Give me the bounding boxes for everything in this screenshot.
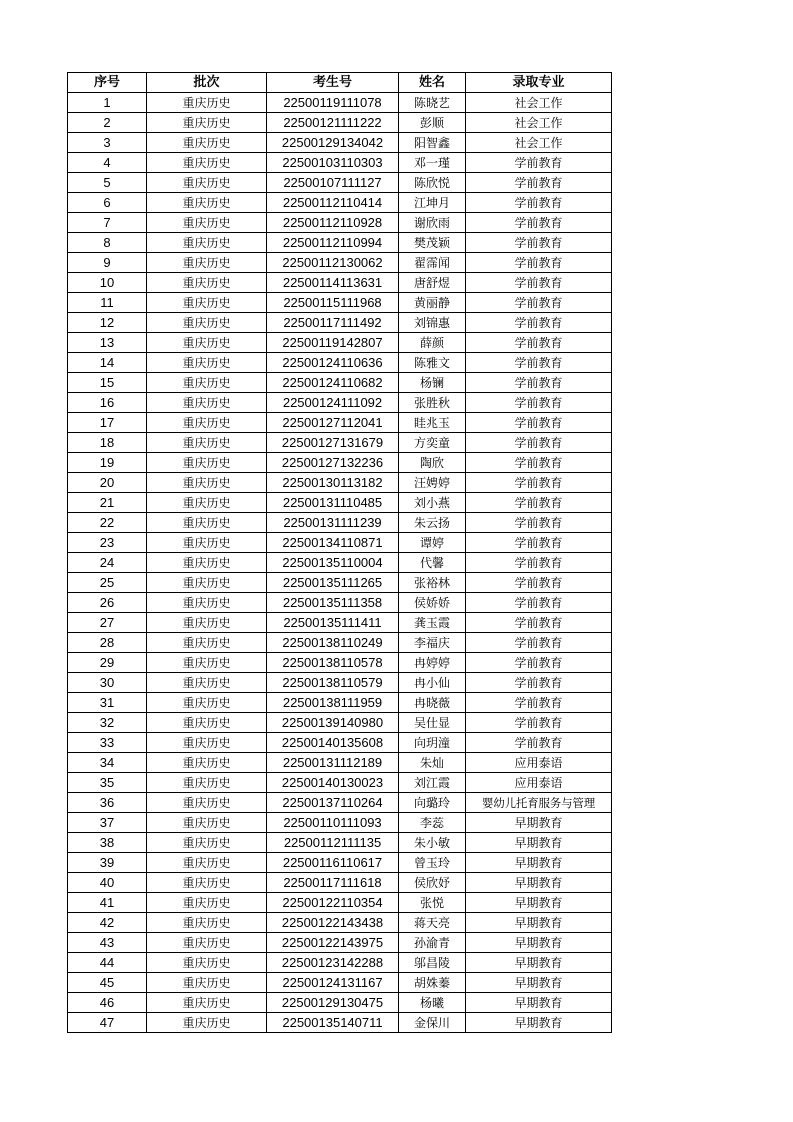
header-serial: 序号 — [68, 73, 147, 93]
batch-cell: 重庆历史 — [147, 213, 267, 233]
table-body — [68, 93, 612, 1033]
name-cell: 冉婷婷 — [399, 653, 466, 673]
serial-cell: 20 — [68, 473, 147, 493]
exam-number-cell: 22500117111492 — [267, 313, 399, 333]
batch-cell: 重庆历史 — [147, 873, 267, 893]
table-row — [68, 973, 612, 993]
exam-number-cell: 22500124111092 — [267, 393, 399, 413]
batch-cell: 重庆历史 — [147, 373, 267, 393]
serial-cell: 25 — [68, 573, 147, 593]
batch-cell: 重庆历史 — [147, 553, 267, 573]
major-cell: 早期教育 — [466, 873, 612, 893]
exam-number-cell: 22500138110579 — [267, 673, 399, 693]
batch-cell: 重庆历史 — [147, 853, 267, 873]
batch-cell: 重庆历史 — [147, 493, 267, 513]
exam-number-cell: 22500135111411 — [267, 613, 399, 633]
name-cell: 刘小燕 — [399, 493, 466, 513]
serial-cell: 9 — [68, 253, 147, 273]
table-row — [68, 1013, 612, 1033]
batch-cell: 重庆历史 — [147, 613, 267, 633]
major-cell: 学前教育 — [466, 633, 612, 653]
name-cell: 冉晓薇 — [399, 693, 466, 713]
table-row — [68, 113, 612, 133]
name-cell: 蒋天亮 — [399, 913, 466, 933]
exam-number-cell: 22500123142288 — [267, 953, 399, 973]
exam-number-cell: 22500110111093 — [267, 813, 399, 833]
name-cell: 谭婷 — [399, 533, 466, 553]
name-cell: 陶欣 — [399, 453, 466, 473]
batch-cell: 重庆历史 — [147, 893, 267, 913]
exam-number-cell: 22500114113631 — [267, 273, 399, 293]
exam-number-cell: 22500134110871 — [267, 533, 399, 553]
exam-number-cell: 22500107111127 — [267, 173, 399, 193]
batch-cell: 重庆历史 — [147, 413, 267, 433]
table-row — [68, 673, 612, 693]
batch-cell: 重庆历史 — [147, 153, 267, 173]
exam-number-cell: 22500122143438 — [267, 913, 399, 933]
exam-number-cell: 22500119142807 — [267, 333, 399, 353]
name-cell: 彭顺 — [399, 113, 466, 133]
batch-cell: 重庆历史 — [147, 793, 267, 813]
table-row — [68, 733, 612, 753]
batch-cell: 重庆历史 — [147, 513, 267, 533]
major-cell: 早期教育 — [466, 973, 612, 993]
table-row — [68, 453, 612, 473]
name-cell: 刘江霞 — [399, 773, 466, 793]
name-cell: 薛颜 — [399, 333, 466, 353]
table-row — [68, 173, 612, 193]
table-row — [68, 853, 612, 873]
serial-cell: 22 — [68, 513, 147, 533]
serial-cell: 43 — [68, 933, 147, 953]
name-cell: 刘锦惠 — [399, 313, 466, 333]
major-cell: 学前教育 — [466, 713, 612, 733]
batch-cell: 重庆历史 — [147, 673, 267, 693]
exam-number-cell: 22500131112189 — [267, 753, 399, 773]
major-cell: 学前教育 — [466, 213, 612, 233]
major-cell: 早期教育 — [466, 953, 612, 973]
table-row — [68, 633, 612, 653]
serial-cell: 21 — [68, 493, 147, 513]
major-cell: 学前教育 — [466, 733, 612, 753]
name-cell: 代馨 — [399, 553, 466, 573]
major-cell: 学前教育 — [466, 173, 612, 193]
serial-cell: 19 — [68, 453, 147, 473]
name-cell: 方奕童 — [399, 433, 466, 453]
table-row — [68, 533, 612, 553]
table-row — [68, 573, 612, 593]
batch-cell: 重庆历史 — [147, 653, 267, 673]
table-row — [68, 233, 612, 253]
serial-cell: 8 — [68, 233, 147, 253]
major-cell: 早期教育 — [466, 933, 612, 953]
batch-cell: 重庆历史 — [147, 273, 267, 293]
exam-number-cell: 22500138110249 — [267, 633, 399, 653]
major-cell: 早期教育 — [466, 813, 612, 833]
major-cell: 早期教育 — [466, 853, 612, 873]
serial-cell: 47 — [68, 1013, 147, 1033]
major-cell: 早期教育 — [466, 993, 612, 1013]
exam-number-cell: 22500130113182 — [267, 473, 399, 493]
name-cell: 朱云扬 — [399, 513, 466, 533]
serial-cell: 11 — [68, 293, 147, 313]
table-row — [68, 253, 612, 273]
exam-number-cell: 22500115111968 — [267, 293, 399, 313]
header-batch: 批次 — [147, 73, 267, 93]
table-row — [68, 813, 612, 833]
name-cell: 侯欣妤 — [399, 873, 466, 893]
table-row — [68, 593, 612, 613]
name-cell: 黄丽静 — [399, 293, 466, 313]
name-cell: 陈欣悦 — [399, 173, 466, 193]
table-row — [68, 313, 612, 333]
name-cell: 张裕林 — [399, 573, 466, 593]
exam-number-cell: 22500124110682 — [267, 373, 399, 393]
batch-cell: 重庆历史 — [147, 593, 267, 613]
exam-number-cell: 22500122110354 — [267, 893, 399, 913]
major-cell: 学前教育 — [466, 333, 612, 353]
batch-cell: 重庆历史 — [147, 813, 267, 833]
table-row — [68, 213, 612, 233]
batch-cell: 重庆历史 — [147, 533, 267, 553]
table-row — [68, 413, 612, 433]
batch-cell: 重庆历史 — [147, 993, 267, 1013]
name-cell: 唐舒煜 — [399, 273, 466, 293]
name-cell: 胡姝蓁 — [399, 973, 466, 993]
table-row — [68, 713, 612, 733]
name-cell: 冉小仙 — [399, 673, 466, 693]
name-cell: 孙渝青 — [399, 933, 466, 953]
batch-cell: 重庆历史 — [147, 933, 267, 953]
serial-cell: 26 — [68, 593, 147, 613]
name-cell: 眭兆玉 — [399, 413, 466, 433]
exam-number-cell: 22500129134042 — [267, 133, 399, 153]
name-cell: 邬昌陵 — [399, 953, 466, 973]
major-cell: 学前教育 — [466, 513, 612, 533]
table-row — [68, 793, 612, 813]
major-cell: 学前教育 — [466, 153, 612, 173]
serial-cell: 24 — [68, 553, 147, 573]
exam-number-cell: 22500135111265 — [267, 573, 399, 593]
major-cell: 社会工作 — [466, 133, 612, 153]
exam-number-cell: 22500138110578 — [267, 653, 399, 673]
exam-number-cell: 22500112111135 — [267, 833, 399, 853]
name-cell: 杨镧 — [399, 373, 466, 393]
table-row — [68, 373, 612, 393]
batch-cell: 重庆历史 — [147, 473, 267, 493]
exam-number-cell: 22500116110617 — [267, 853, 399, 873]
batch-cell: 重庆历史 — [147, 633, 267, 653]
major-cell: 学前教育 — [466, 593, 612, 613]
table-row — [68, 133, 612, 153]
major-cell: 学前教育 — [466, 313, 612, 333]
major-cell: 早期教育 — [466, 913, 612, 933]
batch-cell: 重庆历史 — [147, 753, 267, 773]
table-row — [68, 933, 612, 953]
serial-cell: 34 — [68, 753, 147, 773]
batch-cell: 重庆历史 — [147, 433, 267, 453]
name-cell: 陈雅文 — [399, 353, 466, 373]
table-row — [68, 473, 612, 493]
serial-cell: 32 — [68, 713, 147, 733]
table-row — [68, 153, 612, 173]
batch-cell: 重庆历史 — [147, 113, 267, 133]
name-cell: 侯娇娇 — [399, 593, 466, 613]
name-cell: 张悦 — [399, 893, 466, 913]
major-cell: 学前教育 — [466, 573, 612, 593]
batch-cell: 重庆历史 — [147, 973, 267, 993]
batch-cell: 重庆历史 — [147, 1013, 267, 1033]
serial-cell: 40 — [68, 873, 147, 893]
batch-cell: 重庆历史 — [147, 293, 267, 313]
major-cell: 学前教育 — [466, 373, 612, 393]
exam-number-cell: 22500112110994 — [267, 233, 399, 253]
table-row — [68, 613, 612, 633]
table-row — [68, 353, 612, 373]
batch-cell: 重庆历史 — [147, 713, 267, 733]
exam-number-cell: 22500140130023 — [267, 773, 399, 793]
serial-cell: 17 — [68, 413, 147, 433]
name-cell: 朱小敏 — [399, 833, 466, 853]
major-cell: 婴幼儿托育服务与管理 — [466, 793, 612, 813]
batch-cell: 重庆历史 — [147, 833, 267, 853]
major-cell: 应用泰语 — [466, 773, 612, 793]
exam-number-cell: 22500119111078 — [267, 93, 399, 113]
exam-number-cell: 22500117111618 — [267, 873, 399, 893]
header-exam-number: 考生号 — [267, 73, 399, 93]
major-cell: 学前教育 — [466, 273, 612, 293]
major-cell: 学前教育 — [466, 253, 612, 273]
serial-cell: 44 — [68, 953, 147, 973]
exam-number-cell: 22500140135608 — [267, 733, 399, 753]
serial-cell: 23 — [68, 533, 147, 553]
name-cell: 谢欣雨 — [399, 213, 466, 233]
exam-number-cell: 22500112110414 — [267, 193, 399, 213]
batch-cell: 重庆历史 — [147, 233, 267, 253]
serial-cell: 27 — [68, 613, 147, 633]
table-row — [68, 193, 612, 213]
header-row — [68, 73, 612, 93]
table-row — [68, 873, 612, 893]
batch-cell: 重庆历史 — [147, 393, 267, 413]
serial-cell: 42 — [68, 913, 147, 933]
table-row — [68, 393, 612, 413]
table-row — [68, 273, 612, 293]
table-row — [68, 513, 612, 533]
name-cell: 吴仕显 — [399, 713, 466, 733]
serial-cell: 45 — [68, 973, 147, 993]
exam-number-cell: 22500135111358 — [267, 593, 399, 613]
major-cell: 学前教育 — [466, 493, 612, 513]
major-cell: 学前教育 — [466, 613, 612, 633]
header-major: 录取专业 — [466, 73, 612, 93]
batch-cell: 重庆历史 — [147, 193, 267, 213]
name-cell: 龚玉霞 — [399, 613, 466, 633]
name-cell: 江坤月 — [399, 193, 466, 213]
major-cell: 学前教育 — [466, 473, 612, 493]
major-cell: 学前教育 — [466, 533, 612, 553]
table-row — [68, 293, 612, 313]
name-cell: 汪娉婷 — [399, 473, 466, 493]
table-row — [68, 753, 612, 773]
table-row — [68, 773, 612, 793]
table-row — [68, 913, 612, 933]
major-cell: 学前教育 — [466, 353, 612, 373]
table-row — [68, 433, 612, 453]
serial-cell: 28 — [68, 633, 147, 653]
major-cell: 学前教育 — [466, 193, 612, 213]
major-cell: 学前教育 — [466, 433, 612, 453]
batch-cell: 重庆历史 — [147, 93, 267, 113]
serial-cell: 46 — [68, 993, 147, 1013]
table-row — [68, 493, 612, 513]
batch-cell: 重庆历史 — [147, 253, 267, 273]
serial-cell: 35 — [68, 773, 147, 793]
major-cell: 学前教育 — [466, 453, 612, 473]
major-cell: 早期教育 — [466, 1013, 612, 1033]
name-cell: 李福庆 — [399, 633, 466, 653]
serial-cell: 1 — [68, 93, 147, 113]
serial-cell: 5 — [68, 173, 147, 193]
batch-cell: 重庆历史 — [147, 913, 267, 933]
major-cell: 学前教育 — [466, 653, 612, 673]
name-cell: 向玥潼 — [399, 733, 466, 753]
serial-cell: 39 — [68, 853, 147, 873]
batch-cell: 重庆历史 — [147, 333, 267, 353]
serial-cell: 38 — [68, 833, 147, 853]
serial-cell: 7 — [68, 213, 147, 233]
name-cell: 翟霈闻 — [399, 253, 466, 273]
batch-cell: 重庆历史 — [147, 693, 267, 713]
major-cell: 学前教育 — [466, 413, 612, 433]
header-name: 姓名 — [399, 73, 466, 93]
major-cell: 社会工作 — [466, 113, 612, 133]
exam-number-cell: 22500112110928 — [267, 213, 399, 233]
serial-cell: 33 — [68, 733, 147, 753]
table-row — [68, 653, 612, 673]
name-cell: 朱灿 — [399, 753, 466, 773]
exam-number-cell: 22500138111959 — [267, 693, 399, 713]
exam-number-cell: 22500139140980 — [267, 713, 399, 733]
serial-cell: 4 — [68, 153, 147, 173]
exam-number-cell: 22500135110004 — [267, 553, 399, 573]
major-cell: 学前教育 — [466, 693, 612, 713]
serial-cell: 10 — [68, 273, 147, 293]
admission-table — [67, 72, 612, 1033]
table-row — [68, 553, 612, 573]
exam-number-cell: 22500137110264 — [267, 793, 399, 813]
batch-cell: 重庆历史 — [147, 773, 267, 793]
exam-number-cell: 22500124131167 — [267, 973, 399, 993]
serial-cell: 15 — [68, 373, 147, 393]
serial-cell: 3 — [68, 133, 147, 153]
exam-number-cell: 22500124110636 — [267, 353, 399, 373]
table-row — [68, 93, 612, 113]
exam-number-cell: 22500135140711 — [267, 1013, 399, 1033]
serial-cell: 37 — [68, 813, 147, 833]
major-cell: 学前教育 — [466, 293, 612, 313]
name-cell: 李蕊 — [399, 813, 466, 833]
major-cell: 学前教育 — [466, 673, 612, 693]
name-cell: 曾玉玲 — [399, 853, 466, 873]
name-cell: 杨曦 — [399, 993, 466, 1013]
table-row — [68, 893, 612, 913]
exam-number-cell: 22500103110303 — [267, 153, 399, 173]
serial-cell: 16 — [68, 393, 147, 413]
major-cell: 学前教育 — [466, 393, 612, 413]
batch-cell: 重庆历史 — [147, 953, 267, 973]
major-cell: 学前教育 — [466, 553, 612, 573]
name-cell: 樊茂颖 — [399, 233, 466, 253]
serial-cell: 36 — [68, 793, 147, 813]
exam-number-cell: 22500131111239 — [267, 513, 399, 533]
exam-number-cell: 22500127131679 — [267, 433, 399, 453]
name-cell: 金保川 — [399, 1013, 466, 1033]
name-cell: 陈晓艺 — [399, 93, 466, 113]
exam-number-cell: 22500131110485 — [267, 493, 399, 513]
exam-number-cell: 22500127112041 — [267, 413, 399, 433]
batch-cell: 重庆历史 — [147, 453, 267, 473]
table-row — [68, 953, 612, 973]
name-cell: 邓一瑾 — [399, 153, 466, 173]
exam-number-cell: 22500127132236 — [267, 453, 399, 473]
major-cell: 社会工作 — [466, 93, 612, 113]
table-row — [68, 333, 612, 353]
serial-cell: 13 — [68, 333, 147, 353]
major-cell: 学前教育 — [466, 233, 612, 253]
serial-cell: 29 — [68, 653, 147, 673]
serial-cell: 12 — [68, 313, 147, 333]
serial-cell: 31 — [68, 693, 147, 713]
exam-number-cell: 22500122143975 — [267, 933, 399, 953]
table-row — [68, 833, 612, 853]
exam-number-cell: 22500121111222 — [267, 113, 399, 133]
serial-cell: 2 — [68, 113, 147, 133]
name-cell: 向璐玲 — [399, 793, 466, 813]
batch-cell: 重庆历史 — [147, 573, 267, 593]
serial-cell: 14 — [68, 353, 147, 373]
table-row — [68, 993, 612, 1013]
batch-cell: 重庆历史 — [147, 173, 267, 193]
exam-number-cell: 22500112130062 — [267, 253, 399, 273]
name-cell: 阳智鑫 — [399, 133, 466, 153]
major-cell: 早期教育 — [466, 833, 612, 853]
batch-cell: 重庆历史 — [147, 733, 267, 753]
serial-cell: 41 — [68, 893, 147, 913]
batch-cell: 重庆历史 — [147, 133, 267, 153]
major-cell: 应用泰语 — [466, 753, 612, 773]
name-cell: 张胜秋 — [399, 393, 466, 413]
serial-cell: 6 — [68, 193, 147, 213]
batch-cell: 重庆历史 — [147, 313, 267, 333]
exam-number-cell: 22500129130475 — [267, 993, 399, 1013]
table-row — [68, 693, 612, 713]
serial-cell: 18 — [68, 433, 147, 453]
major-cell: 早期教育 — [466, 893, 612, 913]
batch-cell: 重庆历史 — [147, 353, 267, 373]
serial-cell: 30 — [68, 673, 147, 693]
